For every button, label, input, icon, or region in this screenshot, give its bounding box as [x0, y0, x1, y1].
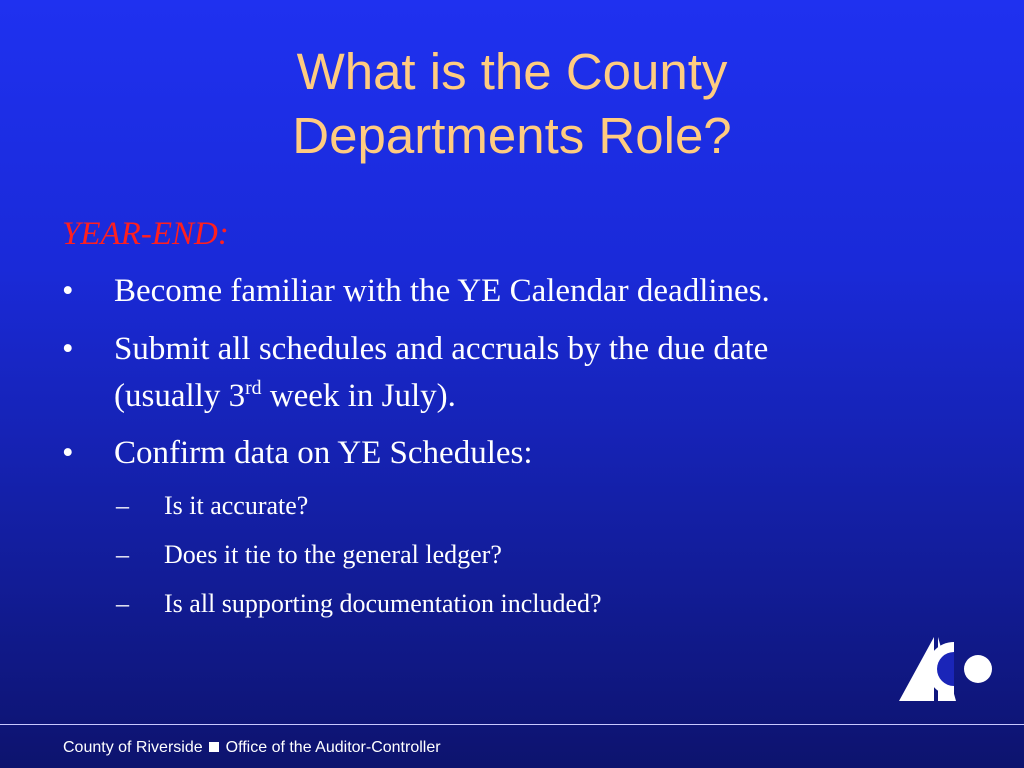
bullet-item-1: [62, 268, 962, 315]
sub-bullet-mark: –: [116, 589, 129, 618]
sub-bullet-mark: –: [116, 540, 129, 569]
section-label: YEAR-END:: [62, 216, 229, 252]
square-separator-icon: [209, 742, 219, 752]
bullet-mark: •: [62, 273, 74, 309]
bullet-text-line-2-end: week in July).: [261, 378, 456, 414]
bullet-item-2: [62, 326, 962, 420]
bullet-text-line-2-start: (usually 3: [114, 378, 246, 414]
bullet-mark: •: [62, 435, 74, 471]
superscript-rd: rd: [245, 377, 262, 399]
sub-bullet-mark: –: [116, 491, 129, 520]
slide-title-line-1: What is the County: [296, 43, 728, 100]
bullet-item-3: [62, 430, 962, 477]
footer: [63, 738, 441, 758]
bullet-text-line-2: [114, 373, 934, 420]
bullet-text: [114, 326, 934, 420]
slide-title-line-2: Departments Role?: [292, 107, 732, 164]
bullet-text: Become familiar with the YE Calendar deadlines.: [114, 273, 770, 309]
footer-divider: [0, 724, 1024, 725]
auditor-controller-logo-icon: [896, 634, 996, 704]
sub-bullet-text: Is all supporting documentation included?: [164, 589, 602, 618]
sub-bullet-item-3: [116, 588, 916, 620]
sub-bullet-text: Does it tie to the general ledger?: [164, 540, 502, 569]
bullet-text: Confirm data on YE Schedules:: [114, 435, 533, 471]
sub-bullet-item-1: [116, 490, 916, 522]
sub-bullet-item-2: [116, 539, 916, 571]
bullet-text-line-1: Submit all schedules and accruals by the due date: [114, 331, 769, 367]
footer-org: County of Riverside: [63, 739, 203, 756]
sub-bullet-text: Is it accurate?: [164, 491, 309, 520]
footer-office: Office of the Auditor-Controller: [225, 739, 441, 756]
bullet-mark: •: [62, 331, 74, 367]
